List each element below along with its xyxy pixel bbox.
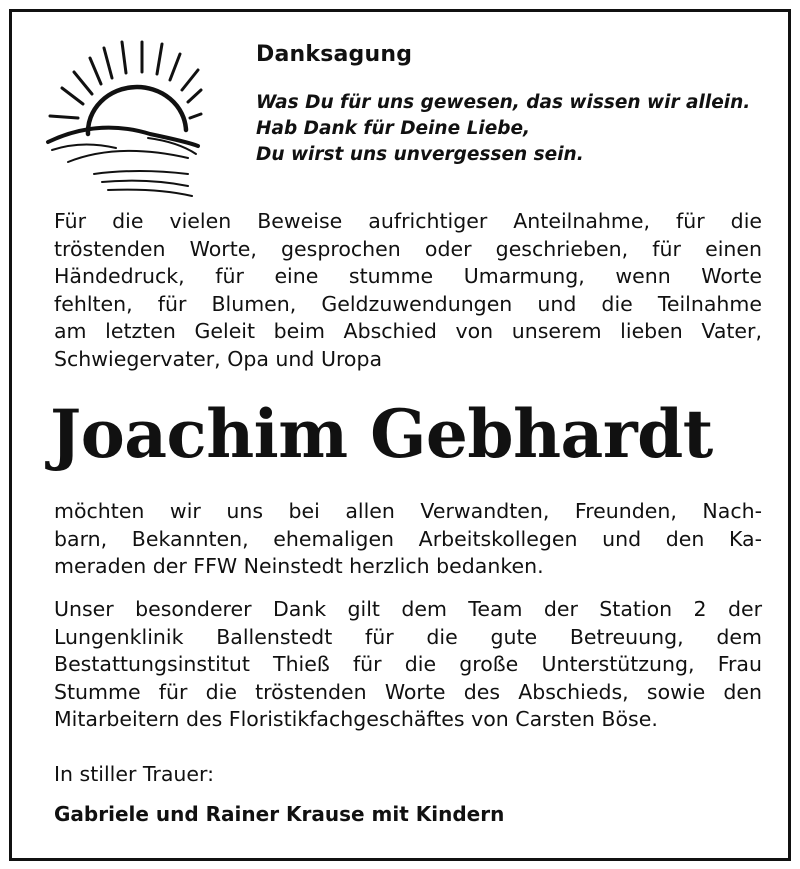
text-line: Unser besonderer Dank gilt dem Team der Station 2 der	[54, 597, 762, 621]
closing-phrase: In stiller Trauer:	[54, 762, 214, 786]
motto-line: Hab Dank für Deine Liebe,	[256, 118, 531, 139]
text-line: Für die vielen Beweise aufrichtiger Anteilnahme, für die	[54, 209, 762, 233]
text-line: Stumme für die tröstenden Worte des Abschieds, sowie den	[54, 679, 762, 704]
thanks-paragraph	[54, 498, 762, 581]
text-line: am letzten Geleit beim Abschied von unserem lieben Vater,	[54, 319, 762, 343]
intro-paragraph	[54, 208, 762, 373]
motto-line: Was Du für uns gewesen, das wissen wir allein.	[256, 92, 751, 113]
text-line: fehlten, für Blumen, Geldzuwendungen und die Teilnahme	[54, 291, 762, 316]
text-line: Lungenklinik Ballenstedt für die gute Betreuung, dem	[54, 624, 762, 649]
sunset-over-hills-icon	[38, 30, 204, 200]
text-line: möchten wir uns bei allen Verwandten, Freunden, Nach-	[54, 499, 762, 523]
text-line: Schwiegervater, Opa und Uropa	[54, 346, 383, 371]
text-line: barn, Bekannten, ehemaligen Arbeitskollegen und den Ka-	[54, 526, 762, 551]
text-line: Mitarbeitern des Floristikfachgeschäftes von Carsten Böse.	[54, 707, 658, 731]
deceased-name: Joachim Gebhardt	[50, 395, 713, 473]
text-line: Bestattungsinstitut Thieß für die große Unterstützung, Frau	[54, 652, 762, 676]
text-line: Händedruck, für eine stumme Umarmung, wenn Worte	[54, 264, 762, 288]
notice-heading: Danksagung	[256, 42, 413, 67]
motto-verse	[256, 90, 750, 168]
text-line: tröstenden Worte, gesprochen oder geschrieben, für einen	[54, 236, 762, 261]
obituary-frame	[9, 9, 791, 861]
special-thanks-paragraph	[54, 596, 762, 734]
motto-line: Du wirst uns unvergessen sein.	[256, 144, 584, 165]
signers: Gabriele und Rainer Krause mit Kindern	[54, 802, 505, 826]
text-line: meraden der FFW Neinstedt herzlich bedanken.	[54, 554, 544, 578]
